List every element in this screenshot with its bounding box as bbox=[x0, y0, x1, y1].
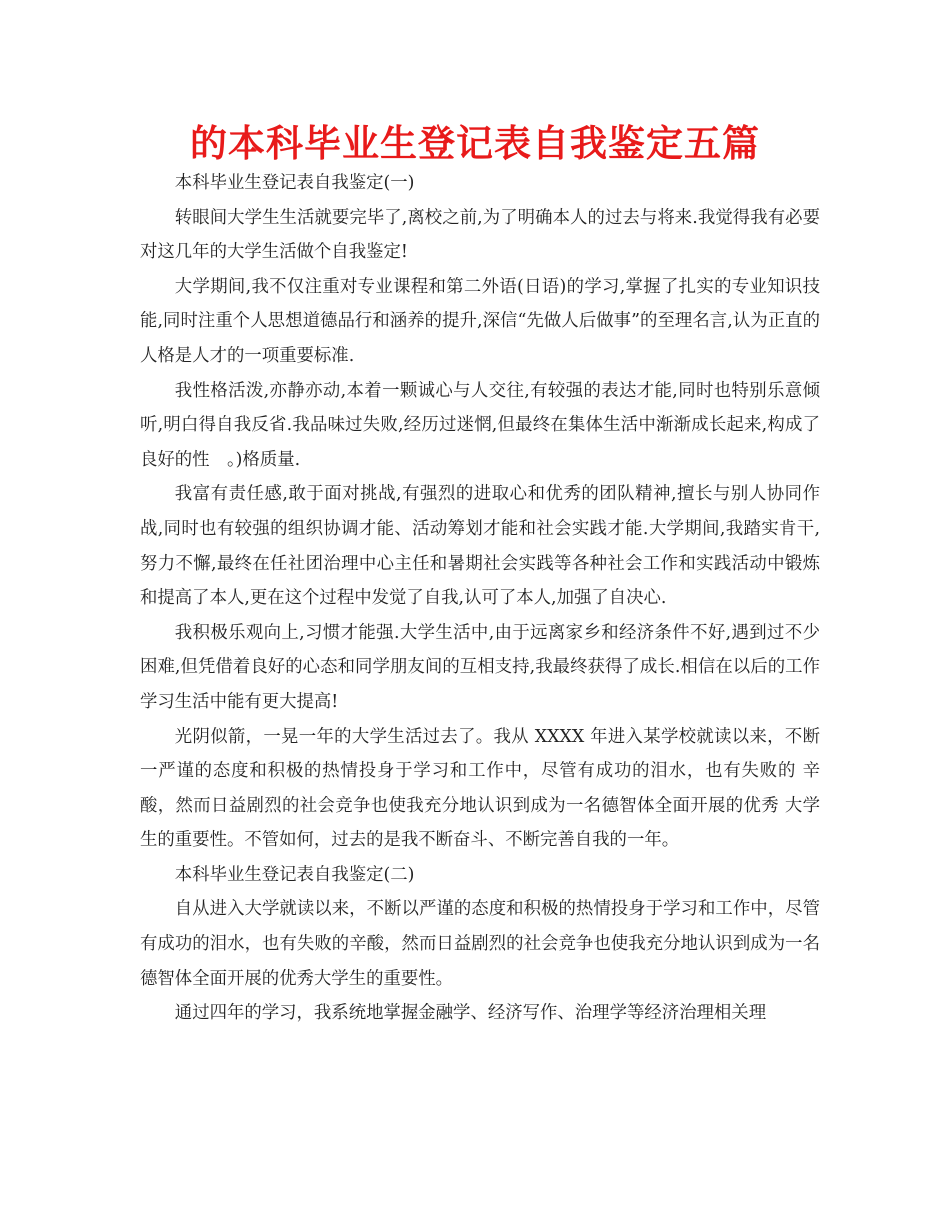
paragraph: 我积极乐观向上,习惯才能强.大学生活中,由于远离家乡和经济条件不好,遇到过不少困难,但凭借着良好的心态和同学朋友间的互相支持,我最终获得了成长.相信在以后的工作学习生活中能有更大提高! bbox=[140, 622, 820, 712]
paragraph: 转眼间大学生生活就要完毕了,离校之前,为了明确本人的过去与将来.我觉得我有必要对这几年的大学生活做个自我鉴定! bbox=[140, 207, 820, 263]
document-title: 的本科毕业生登记表自我鉴定五篇 bbox=[190, 122, 760, 165]
paragraph: 自从进入大学就读以来，不断以严谨的态度和积极的热情投身于学习和工作中，尽管有成功的泪水，也有失败的辛酸，然而日益剧烈的社会竞争也使我充分地认识到成为一名德智体全面开展的优秀大学生的重要性。 bbox=[140, 899, 820, 989]
paragraph: 我富有责任感,敢于面对挑战,有强烈的进取心和优秀的团队精神,擅长与别人协同作战,同时也有较强的组织协调才能、活动筹划才能和社会实践才能.大学期间,我踏实肯干,努力不懈,最终在任社团治理中心主任和暑期社会实践等各种社会工作和实践活动中锻炼和提高了本人,更在这个过程中发觉了自我,认可了本人,加强了自决心. bbox=[140, 484, 820, 609]
paragraph: 光阴似箭，一晃一年的大学生活过去了。我从 XXXX 年进入某学校就读以来，不断一严谨的态度和积极的热情投身于学习和工作中，尽管有成功的泪水，也有失败的 辛酸，然而日益剧烈的社会竞争也使我充分地认识到成为一名德智体全面开展的优秀 大学生的重要性。不管如何，过去的是我不断奋斗、不断完善自我的一年。 bbox=[140, 726, 820, 851]
paragraph: 我性格活泼,亦静亦动,本着一颗诚心与人交往,有较强的表达才能,同时也特别乐意倾听,明白得自我反省.我品味过失败,经历过迷惘,但最终在集体生活中渐渐成长起来,构成了良好的性 。)格质量. bbox=[140, 380, 820, 470]
paragraph: 大学期间,我不仅注重对专业课程和第二外语(日语)的学习,掌握了扎实的专业知识技能,同时注重个人思想道德品行和涵养的提升,深信“先做人后做事”的至理名言,认为正直的人格是人才的一项重要标准. bbox=[140, 276, 820, 366]
document-body bbox=[140, 166, 820, 1031]
paragraph: 通过四年的学习，我系统地掌握金融学、经济写作、治理学等经济治理相关理 bbox=[174, 1003, 767, 1024]
section-heading-2: 本科毕业生登记表自我鉴定(二) bbox=[174, 864, 415, 885]
section-heading-1: 本科毕业生登记表自我鉴定(一) bbox=[174, 173, 415, 193]
